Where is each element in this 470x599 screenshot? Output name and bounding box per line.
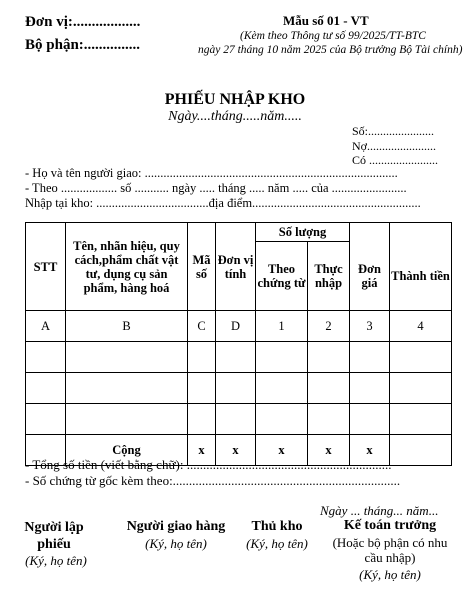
signer-1-note: (Ký, họ tên) (25, 553, 87, 568)
signer-2-title: Người giao hàng (126, 519, 226, 534)
total-x: x (216, 435, 256, 466)
table-cell (26, 342, 66, 373)
header-blank-2 (390, 223, 452, 242)
table-cell (390, 404, 452, 435)
table-cell (66, 373, 188, 404)
total-x: x (308, 435, 350, 466)
column-code: D (216, 311, 256, 342)
header-blank-1 (350, 223, 390, 242)
theo-line: - Theo .................. số ........... ngày ..... tháng ..... năm ..... của ........................ (25, 181, 407, 195)
document-title: PHIẾU NHẬP KHO (164, 91, 306, 108)
header-so-luong: Số lượng (256, 223, 350, 242)
no-ref: Nợ....................... (352, 139, 437, 153)
nguoi-giao-line: - Họ và tên người giao: ................................................................................. (25, 166, 398, 180)
signer-3-note: (Ký, họ tên) (246, 536, 308, 551)
table-cell (66, 404, 188, 435)
table-cell (350, 373, 390, 404)
table-cell (188, 342, 216, 373)
table-cell (350, 342, 390, 373)
header-stt: STT (26, 223, 66, 311)
table-cell (188, 373, 216, 404)
so-chung-tu-line: - Số chứng từ gốc kèm theo:...................................................................... (25, 473, 401, 488)
co-ref: Có ....................... (352, 153, 439, 167)
column-code: 1 (256, 311, 308, 342)
column-code: B (66, 311, 188, 342)
table-cell (216, 404, 256, 435)
header-thanh-tien: Thành tiền (390, 242, 452, 311)
header-thuc-nhap: Thực nhập (308, 242, 350, 311)
table-cell (26, 373, 66, 404)
don-vi-label: Đơn vị:.................. (25, 14, 141, 30)
total-label: Cộng (66, 435, 188, 466)
total-x: x (256, 435, 308, 466)
total-x: x (188, 435, 216, 466)
signer-4-sign: (Ký, họ tên) (359, 567, 421, 582)
table-cell (308, 373, 350, 404)
header-don-vi-tinh: Đơn vị tính (216, 223, 256, 311)
table-cell (216, 342, 256, 373)
signer-2-note: (Ký, họ tên) (145, 536, 207, 551)
column-code: 2 (308, 311, 350, 342)
header-ten: Tên, nhãn hiệu, quy cách,phẩm chất vật tư, dụng cụ sản phẩm, hàng hoá (66, 223, 188, 311)
table-cell (26, 404, 66, 435)
table-cell (390, 342, 452, 373)
table-cell (66, 342, 188, 373)
regulation-line-2: ngày 27 tháng 10 năm 2025 của Bộ trưởng Bộ Tài chính) (198, 44, 463, 56)
signer-4-title: Kế toán trưởng (343, 518, 437, 533)
header-don-gia: Đơn giá (350, 242, 390, 311)
table-row (26, 342, 452, 373)
document-date: Ngày....tháng.....năm..... (168, 109, 302, 124)
table-row (26, 373, 452, 404)
bo-phan-label: Bộ phận:............... (25, 37, 141, 53)
regulation-line-1: (Kèm theo Thông tư số 99/2025/TT-BTC (240, 30, 426, 42)
column-code-row (26, 311, 452, 342)
column-code: 4 (390, 311, 452, 342)
column-code: C (188, 311, 216, 342)
total-x: x (350, 435, 390, 466)
signer-3-title: Thủ kho (251, 519, 303, 534)
header-ma-so: Mã số (188, 223, 216, 311)
table-cell (188, 404, 216, 435)
table-cell (390, 373, 452, 404)
column-code: 3 (350, 311, 390, 342)
so-ref: Số:...................... (352, 124, 435, 138)
table-cell (256, 373, 308, 404)
header-theo-chung-tu: Theo chứng từ (256, 242, 308, 311)
table-cell (256, 404, 308, 435)
column-code: A (26, 311, 66, 342)
goods-table (25, 222, 452, 466)
nhap-tai-kho-line: Nhập tại kho: ....................................địa điểm...................................................... (25, 196, 421, 210)
table-cell (308, 342, 350, 373)
signer-1-title: Người lập phiếu (24, 520, 84, 552)
total-cell-blank (390, 435, 452, 466)
table-cell (308, 404, 350, 435)
signature-date: Ngày ... tháng... năm... (320, 503, 439, 518)
table-row (26, 404, 452, 435)
table-cell (350, 404, 390, 435)
table-cell (256, 342, 308, 373)
table-cell (216, 373, 256, 404)
tong-so-tien-line: - Tổng số tiền (viết bằng chữ): ............................................................... (25, 457, 392, 472)
form-number: Mẫu số 01 - VT (283, 13, 369, 28)
signer-4-note: (Hoặc bộ phận có nhu cầu nhập) (332, 535, 448, 565)
